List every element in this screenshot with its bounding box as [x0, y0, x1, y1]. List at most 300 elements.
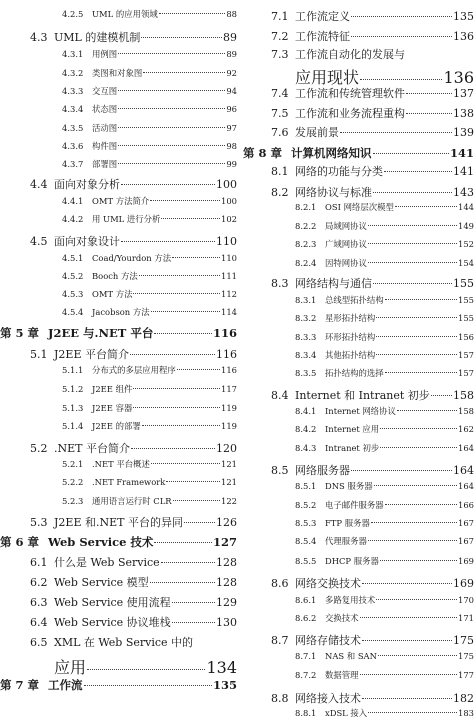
toc-entry-page: 92 [226, 68, 237, 78]
toc-entry [295, 331, 474, 343]
toc-entry-number: 6.5 [30, 636, 48, 649]
toc-entry-number: 7.6 [271, 126, 289, 139]
toc-entry-number: 8.2.3 [295, 239, 317, 249]
toc-entry-number: 8.5.1 [295, 481, 317, 491]
dot-leader [139, 275, 220, 276]
toc-entry-title: 广域网协议 [325, 239, 367, 249]
toc-entry-number: 8.4.1 [295, 406, 317, 416]
toc-entry-title: 活动图 [92, 123, 118, 133]
toc-entry-page: 183 [458, 708, 474, 718]
toc-entry [62, 85, 237, 97]
toc-entry [295, 294, 474, 306]
toc-entry-title: J2EE 平台简介 [54, 348, 129, 361]
toc-entry-page: 169 [453, 577, 474, 590]
dot-leader [376, 354, 457, 355]
toc-entry-number: 4.4.2 [62, 214, 84, 224]
toc-entry-title: 工作流定义 [295, 10, 350, 23]
dot-leader [368, 243, 457, 244]
toc-entry-page: 164 [458, 443, 474, 453]
toc-entry-page: 110 [216, 235, 237, 248]
toc-entry-number: 5.1.3 [62, 403, 84, 413]
toc-entry [271, 632, 474, 648]
toc-entry-page: 182 [453, 692, 474, 705]
dot-leader [133, 407, 220, 408]
toc-entry-number: 4.3.5 [62, 123, 84, 133]
toc-entry-number: 8.8 [271, 692, 289, 705]
toc-entry-number: 8.4 [271, 389, 289, 402]
toc-entry-number: 5.2.3 [62, 496, 84, 506]
toc-entry-number: 4.3.3 [62, 86, 84, 96]
toc-entry-number: 4.4 [30, 178, 48, 191]
toc-entry-title: 网络存储技术 [295, 634, 361, 647]
toc-entry-page: 126 [216, 516, 237, 529]
toc-entry-page: 167 [458, 536, 474, 546]
toc-entry [295, 367, 474, 379]
toc-entry-title: 数据管理 [325, 670, 359, 680]
toc-entry-title: 工作流自动化的发展与 [295, 48, 405, 61]
toc-entry [271, 28, 474, 44]
toc-entry-number: 8.4.3 [295, 443, 317, 453]
toc-entry [271, 690, 474, 706]
toc-entry [271, 163, 474, 179]
toc-entry-page: 136 [453, 30, 474, 43]
toc-entry-title: Internet 和 Intranet 初步 [295, 389, 430, 402]
toc-entry [62, 8, 237, 20]
toc-entry-page: 138 [453, 107, 474, 120]
toc-entry-title: 构件图 [92, 141, 118, 151]
toc-entry-number: 8.3.1 [295, 295, 317, 305]
toc-entry-title: 应用现状 [295, 68, 360, 87]
toc-entry-title: 网络的功能与分类 [295, 165, 383, 178]
dot-leader [154, 542, 212, 543]
dot-leader [172, 257, 220, 258]
toc-entry-page: 158 [458, 406, 474, 416]
toc-entry-number: 8.3.5 [295, 368, 317, 378]
toc-entry-page: 141 [453, 165, 474, 178]
toc-entry-title: 星形拓扑结构 [325, 313, 376, 323]
dot-leader [362, 583, 452, 584]
toc-entry-page: 175 [458, 651, 474, 661]
toc-entry-number: 8.7.1 [295, 651, 317, 661]
toc-entry [62, 306, 237, 318]
toc-entry-page: 164 [458, 481, 474, 491]
toc-entry-page: 158 [453, 389, 474, 402]
toc-entry-number: 8.6.2 [295, 613, 317, 623]
toc-entry [30, 440, 237, 456]
toc-entry-number: 6.1 [30, 556, 48, 569]
dot-leader [385, 504, 457, 505]
toc-entry-number: 8.5 [271, 464, 289, 477]
toc-entry-number: 5.1.2 [62, 384, 84, 394]
toc-entry-number: 5.3 [30, 516, 48, 529]
toc-entry [295, 405, 474, 417]
toc-entry [271, 275, 474, 291]
toc-entry [295, 594, 474, 606]
toc-entry [54, 655, 237, 678]
toc-entry [62, 288, 237, 300]
dot-leader [172, 622, 215, 623]
toc-entry-number: 第 5 章 [0, 326, 40, 340]
toc-entry-title: 工作流和传统管理软件 [295, 87, 405, 100]
toc-entry [62, 270, 237, 282]
dot-leader [151, 463, 220, 464]
dot-leader [161, 218, 220, 219]
toc-entry-number: 8.5.5 [295, 556, 317, 566]
toc-entry-page: 114 [221, 307, 237, 317]
toc-entry-page: 170 [458, 595, 474, 605]
toc-entry-number: 8.3.4 [295, 350, 317, 360]
toc-entry-number: 8.2.1 [295, 202, 317, 212]
dot-leader [84, 685, 212, 686]
toc-entry-number: 4.3.2 [62, 68, 84, 78]
toc-entry-page: 139 [453, 126, 474, 139]
toc-entry [62, 383, 237, 395]
toc-entry-number: 4.5.2 [62, 271, 84, 281]
toc-entry [62, 195, 237, 207]
toc-entry-number: 8.7.2 [295, 670, 317, 680]
toc-entry-title: 网络交换技术 [295, 577, 361, 590]
dot-leader [161, 562, 215, 563]
toc-entry-number: 7.4 [271, 87, 289, 100]
dot-leader [380, 447, 457, 448]
toc-entry-page: 117 [221, 384, 237, 394]
toc-entry-page: 155 [458, 313, 474, 323]
toc-entry-title: NAS 和 SAN [325, 651, 377, 661]
toc-entry-number: 4.3.6 [62, 141, 84, 151]
dot-leader [360, 79, 442, 80]
toc-entry [62, 477, 237, 487]
toc-entry-title: UML 的应用领域 [92, 9, 158, 19]
toc-entry-page: 121 [221, 459, 237, 469]
dot-leader [368, 712, 457, 713]
toc-entry-number: 8.4.2 [295, 424, 317, 434]
toc-entry-number: 8.2.4 [295, 258, 317, 268]
toc-entry-page: 157 [458, 350, 474, 360]
toc-entry-title: Internet 网络协议 [325, 406, 396, 416]
dot-leader [184, 522, 215, 523]
toc-entry-page: 129 [216, 596, 237, 609]
toc-entry [295, 423, 474, 435]
toc-entry-number: 8.5.4 [295, 536, 317, 546]
toc-entry-title: 什么是 Web Service [54, 556, 160, 569]
toc-entry [62, 140, 237, 152]
toc-entry-number: 4.5 [30, 235, 48, 248]
toc-entry-title: 工作流特征 [295, 30, 350, 43]
toc-entry-page: 98 [226, 141, 237, 151]
toc-entry [271, 462, 474, 478]
toc-entry [30, 574, 237, 590]
toc-entry-title: Web Service 协议堆栈 [54, 616, 171, 629]
dot-leader [376, 599, 457, 600]
toc-entry-number: 8.5.3 [295, 518, 317, 528]
toc-entry-page: 100 [221, 196, 237, 206]
toc-entry [30, 634, 193, 650]
toc-entry [62, 103, 237, 115]
toc-entry-title: 网络结构与通信 [295, 277, 372, 290]
toc-entry-title: Intranet 初步 [325, 443, 380, 453]
toc-entry-page: 128 [216, 556, 237, 569]
toc-entry-title: 网络协议与标准 [295, 186, 372, 199]
toc-entry-page: 162 [458, 424, 474, 434]
dot-leader [373, 283, 452, 284]
toc-entry-number: 第 6 章 [0, 535, 40, 549]
dot-leader [118, 108, 225, 109]
dot-leader [371, 522, 457, 523]
dot-leader [151, 311, 220, 312]
toc-entry [295, 220, 474, 232]
toc-entry-page: 102 [221, 214, 237, 224]
toc-entry-page: 97 [226, 123, 237, 133]
toc-entry-page: 171 [458, 613, 474, 623]
toc-entry-title: 计算机网络知识 [291, 146, 372, 160]
toc-entry [62, 364, 237, 376]
dot-leader [431, 395, 452, 396]
dot-leader [378, 655, 457, 656]
toc-entry-number: 5.1 [30, 348, 48, 361]
toc-entry-title: J2EE 和.NET 平台的异同 [54, 516, 183, 529]
toc-entry-page: 88 [226, 9, 237, 19]
toc-entry-title: 总线型拓扑结构 [325, 295, 384, 305]
toc-entry-number: 8.8.1 [295, 708, 317, 718]
toc-entry-number: 8.5.2 [295, 500, 317, 510]
toc-entry-number: 4.3.4 [62, 104, 84, 114]
dot-leader [121, 184, 215, 185]
toc-entry-page: 127 [212, 535, 237, 549]
dot-leader [133, 293, 220, 294]
toc-entry-page: 135 [212, 678, 237, 692]
dot-leader [150, 582, 215, 583]
dot-leader [133, 388, 220, 389]
toc-entry-page: 100 [216, 178, 237, 191]
toc-entry [295, 669, 474, 681]
toc-entry [295, 517, 474, 529]
toc-entry [62, 458, 237, 470]
toc-entry-title: 拓扑结构的选择 [325, 368, 384, 378]
toc-entry-page: 134 [206, 658, 237, 677]
toc-entry-title: DHCP 服务器 [325, 556, 379, 566]
toc-entry [271, 8, 474, 24]
toc-entry [271, 124, 474, 140]
toc-entry-page: 164 [453, 464, 474, 477]
toc-entry-title: 通用语言运行时 CLR [92, 496, 172, 506]
toc-entry [271, 575, 474, 591]
toc-entry-page: 175 [453, 634, 474, 647]
dot-leader [173, 500, 220, 501]
toc-entry-page: 169 [458, 556, 474, 566]
dot-leader [374, 485, 457, 486]
dot-leader [373, 153, 449, 154]
toc-entry-title: 局域网协议 [325, 221, 367, 231]
toc-entry-page: 149 [458, 221, 474, 231]
toc-entry-page: 167 [458, 518, 474, 528]
dot-leader [395, 206, 457, 207]
dot-leader [384, 171, 452, 172]
toc-entry-number: 7.3 [271, 48, 289, 61]
toc-entry [271, 105, 474, 121]
toc-entry-number: 7.1 [271, 10, 289, 23]
toc-entry-title: Jacobson 方法 [92, 307, 150, 317]
toc-entry [30, 594, 237, 610]
toc-entry-title: 电子邮件服务器 [325, 500, 384, 510]
dot-leader [87, 669, 205, 670]
toc-entry-page: 166 [458, 500, 474, 510]
toc-entry-title: 网络服务器 [295, 464, 350, 477]
toc-entry [295, 442, 474, 454]
toc-entry [295, 612, 474, 624]
dot-leader [385, 372, 457, 373]
dot-leader [362, 640, 452, 641]
dot-leader [406, 93, 452, 94]
toc-entry-number: 8.2.2 [295, 221, 317, 231]
toc-entry-page: 119 [221, 421, 237, 431]
toc-entry-title: 部署图 [92, 159, 118, 169]
toc-entry [62, 158, 237, 170]
toc-entry-title: 交互图 [92, 86, 118, 96]
dot-leader [118, 127, 225, 128]
toc-entry-page: 111 [221, 271, 237, 281]
toc-entry-title: OMT 方法简介 [92, 196, 150, 206]
toc-entry-page: 128 [216, 576, 237, 589]
dot-leader [360, 617, 458, 618]
dot-leader [385, 299, 457, 300]
toc-entry-page: 94 [226, 86, 237, 96]
toc-entry [271, 46, 405, 62]
toc-entry-page: 116 [212, 326, 237, 340]
dot-leader [368, 262, 457, 263]
toc-entry-number: 5.2 [30, 442, 48, 455]
dot-leader [172, 602, 215, 603]
toc-entry-number: 8.6 [271, 577, 289, 590]
toc-entry-page: 136 [443, 68, 474, 87]
dot-leader [118, 145, 225, 146]
toc-entry-page: 99 [226, 159, 237, 169]
toc-entry-number: 5.1.1 [62, 365, 84, 375]
dot-leader [177, 369, 220, 370]
toc-entry-page: 121 [221, 477, 237, 487]
toc-entry [30, 514, 237, 530]
toc-entry-title: Booch 方法 [92, 271, 138, 281]
toc-entry-title: DNS 服务器 [325, 481, 373, 491]
toc-entry [62, 48, 237, 60]
toc-entry-page: 119 [221, 403, 237, 413]
dot-leader [143, 72, 225, 73]
toc-entry-number: 8.3.2 [295, 313, 317, 323]
toc-entry-page: 143 [453, 186, 474, 199]
dot-leader [351, 470, 452, 471]
dot-leader [351, 36, 452, 37]
toc-entry [295, 312, 474, 324]
toc-entry-page: 152 [458, 239, 474, 249]
toc-entry [295, 480, 474, 492]
dot-leader [368, 225, 457, 226]
dot-leader [131, 448, 215, 449]
toc-entry [295, 349, 474, 361]
toc-entry [295, 499, 474, 511]
toc-entry-number: 4.2.5 [62, 9, 84, 19]
toc-entry [30, 614, 237, 630]
toc-entry [0, 677, 237, 693]
toc-entry-number: 4.4.1 [62, 196, 84, 206]
toc-entry [0, 534, 237, 550]
toc-entry-title: 发展前景 [295, 126, 339, 139]
toc-entry-page: 116 [221, 365, 237, 375]
dot-leader [154, 333, 212, 334]
toc-entry [295, 257, 474, 269]
toc-entry-title: 交换技术 [325, 613, 359, 623]
toc-entry-number: 第 7 章 [0, 678, 40, 692]
toc-entry [62, 495, 237, 507]
toc-entry-title: xDSL 接入 [325, 708, 368, 718]
toc-entry-number: 4.3.7 [62, 159, 84, 169]
toc-entry [30, 554, 237, 570]
dot-leader [141, 37, 222, 38]
toc-entry-number: 6.4 [30, 616, 48, 629]
dot-leader [142, 425, 220, 426]
toc-entry-title: J2EE 容器 [92, 403, 133, 413]
dot-leader [150, 200, 220, 201]
toc-entry-page: 137 [453, 87, 474, 100]
toc-entry-title: Web Service 使用流程 [54, 596, 171, 609]
toc-entry-title: 多路复用技术 [325, 595, 376, 605]
dot-leader [362, 698, 452, 699]
toc-entry-number: 8.1 [271, 165, 289, 178]
dot-leader [121, 241, 215, 242]
toc-entry-title: 状态图 [92, 104, 118, 114]
toc-entry-page: 144 [458, 202, 474, 212]
toc-entry-title: 网络接入技术 [295, 692, 361, 705]
toc-entry [62, 122, 237, 134]
toc-entry-page: 116 [216, 348, 237, 361]
toc-entry-title: 面向对象分析 [54, 178, 120, 191]
dot-leader [406, 113, 452, 114]
toc-entry-page: 156 [458, 332, 474, 342]
toc-entry-page: 135 [453, 10, 474, 23]
toc-entry-number: 7.2 [271, 30, 289, 43]
toc-entry [271, 387, 474, 403]
toc-entry-title: 面向对象设计 [54, 235, 120, 248]
toc-entry-number: 7.5 [271, 107, 289, 120]
toc-entry-title: 类图和对象图 [92, 68, 143, 78]
toc-entry-page: 157 [458, 368, 474, 378]
toc-entry-page: 96 [226, 104, 237, 114]
toc-entry-number: 6.2 [30, 576, 48, 589]
toc-entry [62, 402, 237, 414]
toc-entry-page: 130 [216, 616, 237, 629]
toc-entry [30, 346, 237, 362]
toc-entry-page: 110 [221, 253, 237, 263]
toc-entry-title: .NET Framework [92, 477, 166, 487]
toc-entry-page: 155 [453, 277, 474, 290]
toc-entry [243, 145, 474, 161]
toc-entry-number: 8.3 [271, 277, 289, 290]
toc-entry-title: 环形拓扑结构 [325, 332, 376, 342]
toc-entry-title: J2EE 的部署 [92, 421, 141, 431]
toc-entry-number: 4.5.1 [62, 253, 84, 263]
toc-entry-title: 工作流和业务流程重构 [295, 107, 405, 120]
toc-entry-number: 4.5.4 [62, 307, 84, 317]
toc-entry-number: 5.1.4 [62, 421, 84, 431]
dot-leader [380, 428, 457, 429]
toc-entry-page: 155 [458, 295, 474, 305]
toc-entry-title: .NET 平台简介 [54, 442, 130, 455]
toc-entry-page: 154 [458, 258, 474, 268]
toc-entry [295, 555, 474, 567]
toc-entry-number: 4.3 [30, 31, 48, 44]
toc-entry-title: 因特网协议 [325, 258, 367, 268]
toc-entry [271, 85, 474, 101]
toc-entry-number: 5.2.1 [62, 459, 84, 469]
toc-entry-page: 177 [458, 670, 474, 680]
